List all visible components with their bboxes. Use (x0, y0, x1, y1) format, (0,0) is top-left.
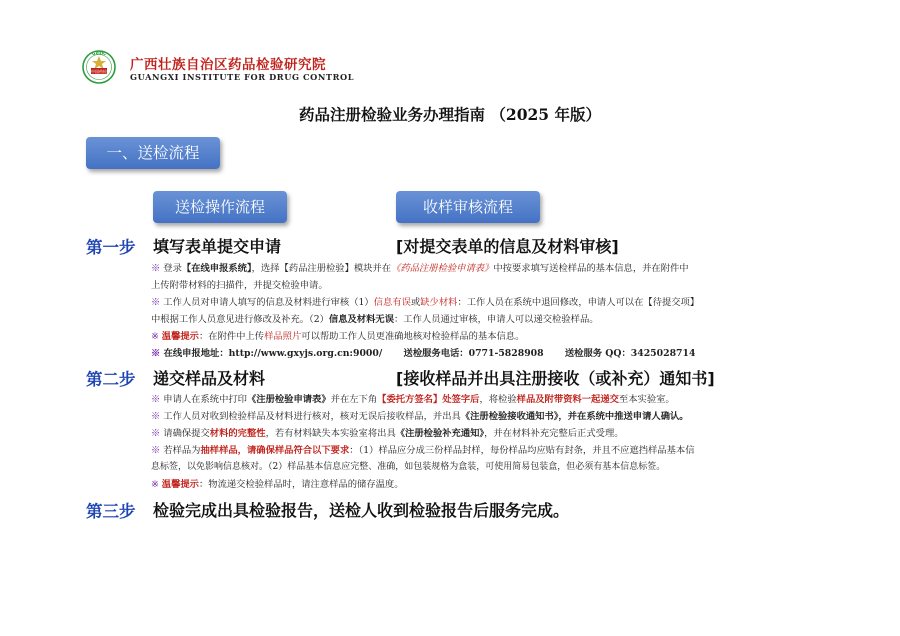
step-1-contact-line (151, 345, 695, 362)
step-2-action: 递交样品及材料 (153, 369, 266, 388)
step-1-note-2: ※ 工作人员对申请人填写的信息及材料进行审核（1）信息有误或缺少材料：工作人员在系统中退回修改，申请人可以在【待提交项】 (151, 297, 700, 308)
note-mark-icon: ※ (151, 348, 161, 359)
step-1-note-3: ※ 温馨提示：在附件中上传样品照片可以帮助工作人员更准确地核对检验样品的基本信息。 (151, 331, 525, 342)
step-2-note-4-cont: 息标签，以免影响信息核对。（2）样品基本信息应完整、准确，如包装规格为盒装，可使用简易包装盒，但必须有基本信息标签。 (151, 462, 666, 472)
step-1-note-1-cont: 上传附带材料的扫描件，并提交检验申请。 (151, 280, 328, 291)
step-2-note-3: ※ 请确保提交材料的完整性，若有材料缺失本实验室将出具《注册检验补充通知》，并在材料补充完整后正式受理。 (151, 428, 624, 439)
section-label: 一、送检流程 (86, 137, 220, 169)
note-mark-icon: ※ (151, 428, 161, 439)
operation-flow-label: 送检操作流程 (153, 191, 287, 223)
note-mark-icon: ※ (151, 331, 159, 342)
org-name-en: GUANGXI INSTITUTE FOR DRUG CONTROL (130, 72, 355, 82)
note-mark-icon: ※ (151, 479, 159, 490)
review-flow-label: 收样审核流程 (396, 191, 540, 223)
step-3-label: 第三步 (86, 502, 136, 521)
step-1-review: [对提交表单的信息及材料审核] (396, 237, 619, 256)
step-1-action: 填写表单提交申请 (153, 237, 282, 256)
step-3-action: 检验完成出具检验报告，送检人收到检验报告后服务完成。 (153, 501, 570, 520)
service-phone: 送检服务电话：0771-5828908 (403, 348, 544, 359)
note-mark-icon: ※ (151, 297, 161, 308)
step-2-review: [接收样品并出具注册接收（或补充）通知书] (396, 369, 715, 388)
step-2-label: 第二步 (86, 370, 136, 389)
service-qq: 送检服务 QQ：3425028714 (564, 348, 696, 359)
step-1-note-2-cont: 中根据工作人员意见进行修改及补充。（2）信息及材料无误：工作人员通过审核，申请人可以递交检验样品。 (151, 314, 599, 325)
step-1-note-1: ※ 登录【在线申报系统】，选择【药品注册检验】模块并在《药品注册检验申请表》中按要求填写送检样品的基本信息，并在附件中 (151, 263, 689, 274)
note-mark-icon: ※ (151, 263, 161, 274)
step-1-label: 第一步 (86, 238, 136, 257)
step-2-note-2: ※ 工作人员对收到检验样品及材料进行核对，核对无误后接收样品，并出具《注册检验接收通知书》，并在系统中推送申请人确认。 (151, 411, 689, 422)
note-mark-icon: ※ (151, 411, 161, 422)
step-2-note-5: ※ 温馨提示：物流递交检验样品时，请注意样品的储存温度。 (151, 479, 404, 490)
svg-text:中国药检: 中国药检 (91, 68, 107, 74)
note-mark-icon: ※ (151, 445, 161, 456)
institute-logo (82, 50, 116, 84)
step-2-note-1: ※ 申请人在系统中打印《注册检验申请表》并在左下角【委托方签名】处签字后，将检验样品及附带资料一起递交至本实验室。 (151, 394, 675, 405)
svg-text:GXIDC: GXIDC (91, 51, 107, 56)
online-address[interactable]: 在线申报地址：http://www.gxyjs.org.cn:9000/ (163, 348, 383, 359)
step-2-note-4: ※ 若样品为抽样样品，请确保样品符合以下要求：（1）样品应分成三份样品封样，每份样品均应贴有封条，并且不应遮挡样品基本信 (151, 445, 695, 456)
org-name-cn: 广西壮族自治区药品检验研究院 (130, 57, 326, 73)
document-title: 药品注册检验业务办理指南 （2025 年版） (299, 105, 601, 124)
note-mark-icon: ※ (151, 394, 161, 405)
